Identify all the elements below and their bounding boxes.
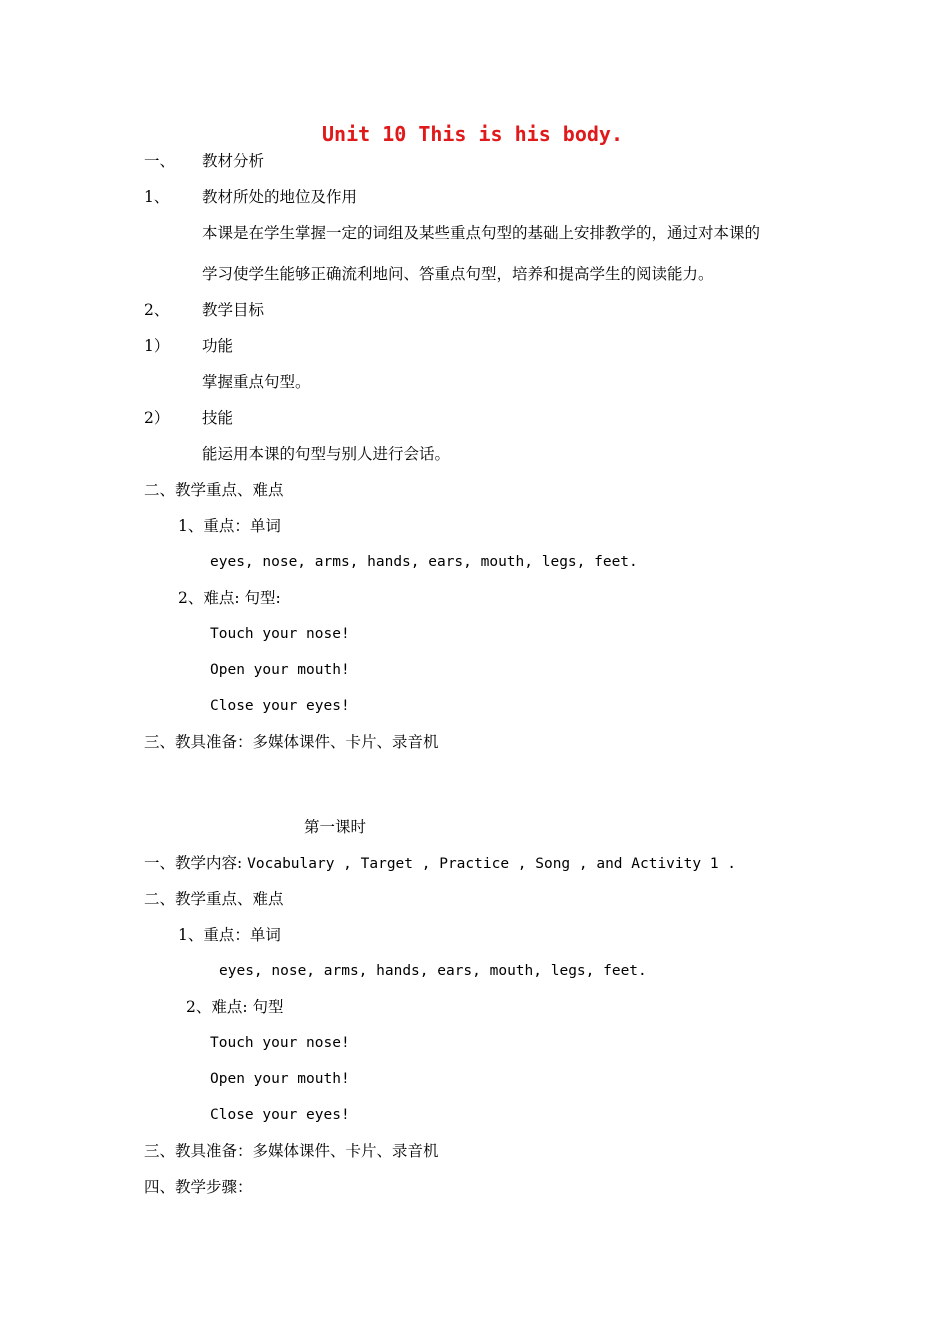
lesson1-tools: 三、教具准备：多媒体课件、卡片、录音机 [144, 1142, 439, 1160]
lesson1-content-label: 一、教学内容: [144, 854, 248, 872]
lesson1-content-line [144, 853, 736, 874]
sub2-number: 2） [144, 409, 170, 427]
sub1-text: 掌握重点句型。 [202, 373, 311, 391]
section2-sentence-2: Open your mouth! [210, 662, 350, 678]
sub1-heading: 功能 [202, 337, 234, 355]
document-title: Unit 10 This is his body. [321, 122, 624, 146]
item1-heading: 教材所处的地位及作用 [202, 188, 358, 206]
lesson1-words: eyes, nose, arms, hands, ears, mouth, legs, feet. [219, 963, 647, 979]
lesson1-sentence-3: Close your eyes! [210, 1107, 350, 1123]
sub2-heading: 技能 [202, 409, 234, 427]
lesson1-focus-heading: 二、教学重点、难点 [144, 890, 284, 908]
section2-point2: 2、难点: 句型: [178, 589, 281, 607]
section2-words: eyes, nose, arms, hands, ears, mouth, legs, feet. [210, 554, 638, 570]
item1-paragraph-line2: 学习使学生能够正确流利地问、答重点句型，培养和提高学生的阅读能力。 [202, 265, 714, 283]
section2-heading: 二、教学重点、难点 [144, 481, 284, 499]
lesson1-title: 第一课时 [304, 818, 367, 836]
item2-number: 2、 [144, 301, 170, 319]
item1-paragraph-line1: 本课是在学生掌握一定的词组及某些重点句型的基础上安排教学的，通过对本课的 [202, 224, 761, 242]
lesson1-content: Vocabulary , Target , Practice , Song , and Activity 1 . [247, 856, 737, 872]
section2-sentence-3: Close your eyes! [210, 698, 350, 714]
section1-heading: 教材分析 [202, 152, 265, 170]
section1-heading-number: 一、 [144, 152, 176, 170]
lesson1-sentence-2: Open your mouth! [210, 1071, 350, 1087]
lesson1-sentence-1: Touch your nose! [210, 1035, 350, 1051]
section2-sentence-1: Touch your nose! [210, 626, 350, 642]
lesson1-point1: 1、重点：单词 [178, 926, 281, 944]
sub1-number: 1） [144, 337, 170, 355]
section3-heading: 三、教具准备：多媒体课件、卡片、录音机 [144, 733, 439, 751]
lesson1-point2: 2、难点: 句型 [186, 998, 284, 1016]
sub2-text: 能运用本课的句型与别人进行会话。 [202, 445, 451, 463]
item1-number: 1、 [144, 188, 170, 206]
item2-heading: 教学目标 [202, 301, 265, 319]
lesson1-steps: 四、教学步骤： [144, 1178, 253, 1196]
section2-point1: 1、重点：单词 [178, 517, 281, 535]
